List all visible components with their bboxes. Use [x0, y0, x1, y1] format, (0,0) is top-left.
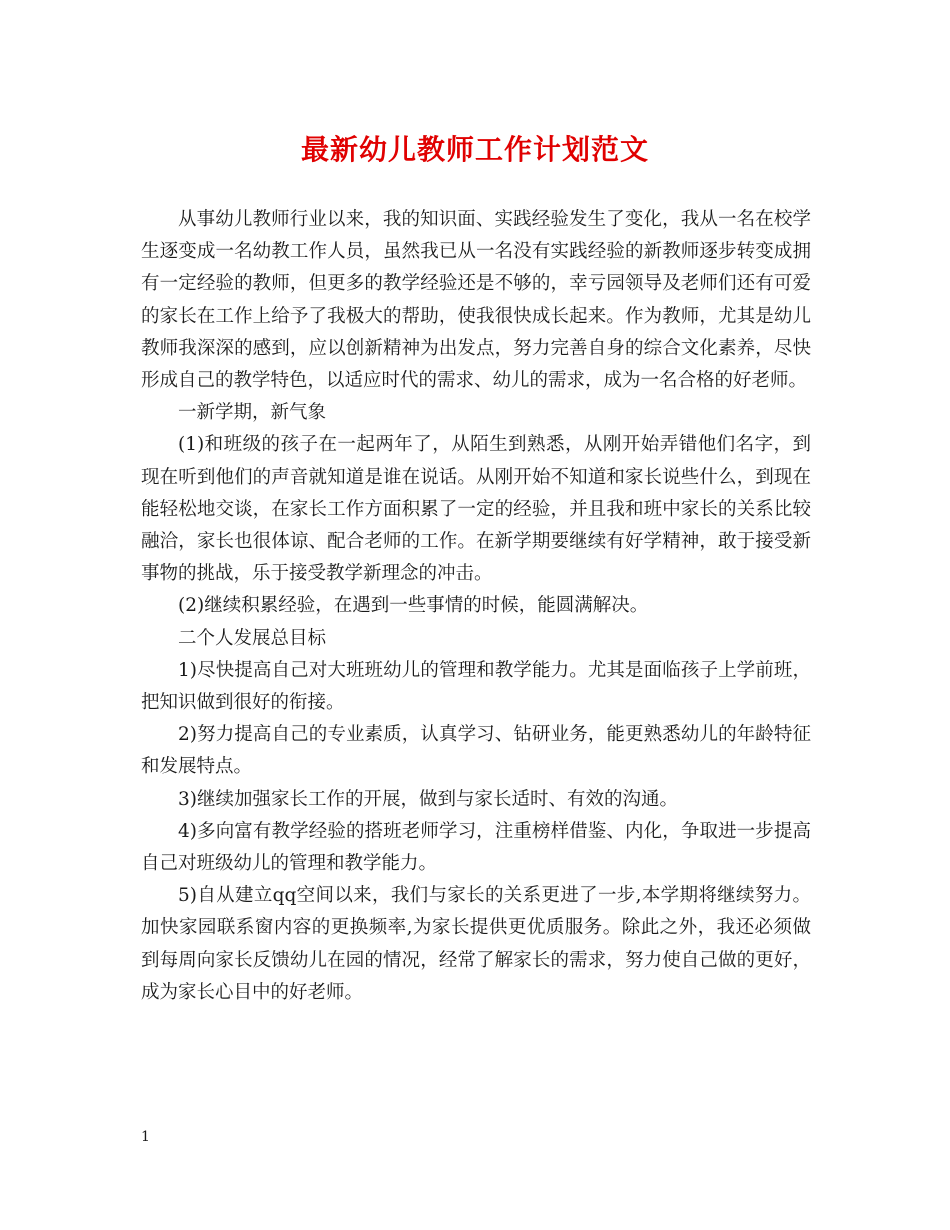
document-body: [141, 204, 811, 1009]
paragraph-item-1: (1)和班级的孩子在一起两年了，从陌生到熟悉，从刚开始弄错他们名字，到现在听到他们的声音就知道是谁在说话。从刚开始不知道和家长说些什么，到现在能轻松地交谈，在家长工作方面积累了一定的经验，并且我和班中家长的关系比较融洽，家长也很体谅、配合老师的工作。在新学期要继续有好学精神，敢于接受新事物的挑战，乐于接受教学新理念的冲击。: [141, 434, 811, 585]
goal-item-3: 3)继续加强家长工作的开展，做到与家长适时、有效的沟通。: [178, 788, 678, 810]
section-heading-personal-goals: 二个人发展总目标: [178, 627, 327, 649]
document-title: 最新幼儿教师工作计划范文: [300, 133, 649, 166]
goal-item-2: 2)努力提高自己的专业素质，认真学习、钻研业务，能更熟悉幼儿的年龄特征和发展特点。: [141, 724, 811, 778]
paragraph-item-2: (2)继续积累经验，在遇到一些事情的时候，能圆满解决。: [178, 595, 649, 617]
goal-item-1: 1)尽快提高自己对大班班幼儿的管理和教学能力。尤其是面临孩子上学前班，把知识做到很好的衔接。: [141, 659, 811, 714]
goal-item-5: 5)自从建立qq空间以来，我们与家长的关系更进了一步,本学期将继续努力。加快家园联系窗内容的更换频率,为家长提供更优质服务。除此之外，我还必须做到每周向家长反馈幼儿在园的情况，经常了解家长的需求，努力使自己做的更好，成为家长心目中的好老师。: [141, 885, 811, 1003]
section-heading-new-semester: 一新学期，新气象: [178, 402, 327, 424]
page-number: 1: [141, 1129, 150, 1145]
paragraph-intro: 从事幼儿教师行业以来，我的知识面、实践经验发生了变化，我从一名在校学生逐变成一名幼教工作人员，虽然我已从一名没有实践经验的新教师逐步转变成拥有一定经验的教师，但更多的教学经验还是不够的，幸亏园领导及老师们还有可爱的家长在工作上给予了我极大的帮助，使我很快成长起来。作为教师，尤其是幼儿教师我深深的感到，应以创新精神为出发点，努力完善自身的综合文化素养，尽快形成自己的教学特色，以适应时代的需求、幼儿的需求，成为一名合格的好老师。: [141, 209, 811, 392]
goal-item-4: 4)多向富有教学经验的搭班老师学习，注重榜样借鉴、内化，争取进一步提高自己对班级幼儿的管理和教学能力。: [141, 820, 811, 875]
